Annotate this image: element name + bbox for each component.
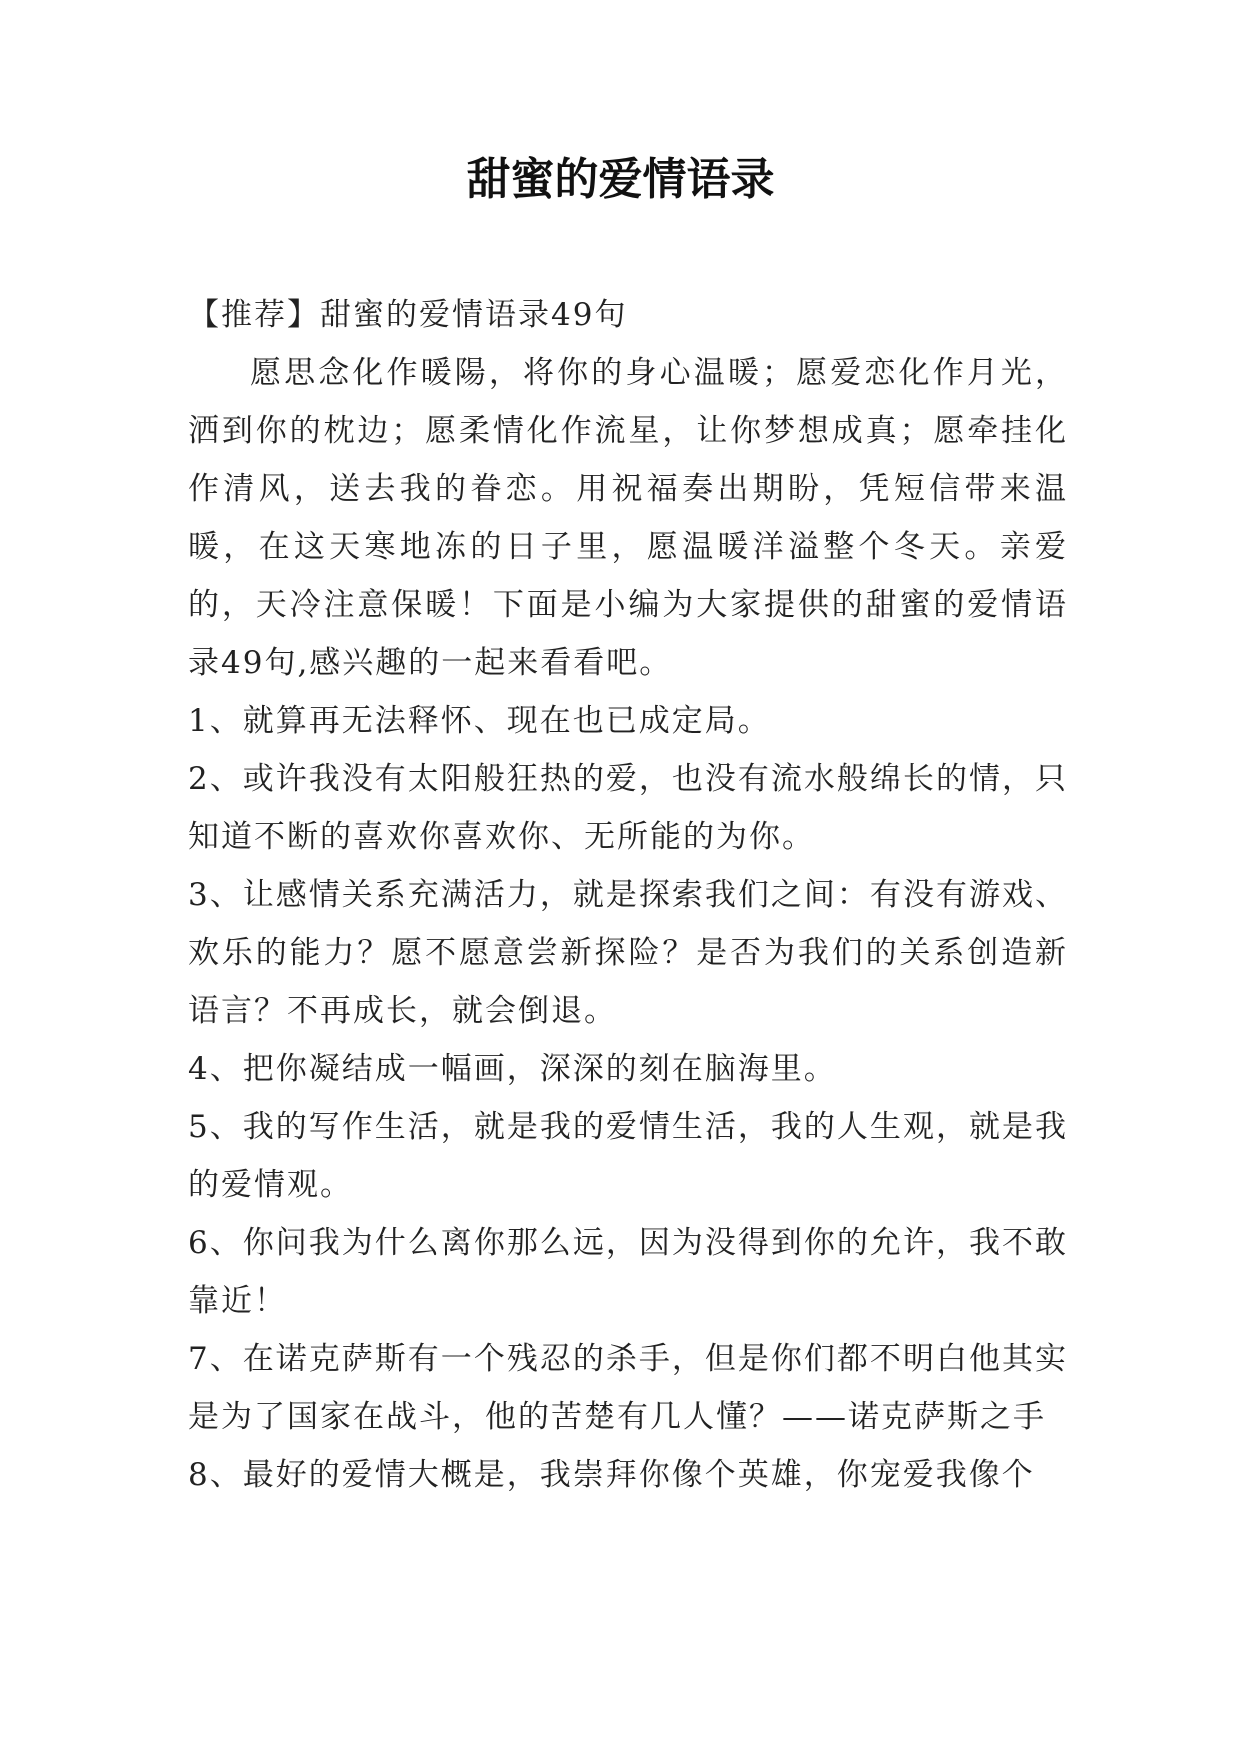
document-title: 甜蜜的爱情语录 — [466, 154, 775, 205]
quote-item-3: 3、让感情关系充满活力，就是探索我们之间：有没有游戏、欢乐的能力？愿不愿意尝新探险？是否为我们的关系创造新语言？不再成长，就会倒退。 — [188, 877, 1068, 1029]
quote-item-7: 7、在诺克萨斯有一个残忍的杀手，但是你们都不明白他其实是为了国家在战斗，他的苦楚有几人懂？——诺克萨斯之手 — [188, 1341, 1068, 1435]
quote-item-1: 1、就算再无法释怀、现在也已成定局。 — [188, 703, 771, 739]
quote-item-4: 4、把你凝结成一幅画，深深的刻在脑海里。 — [188, 1051, 837, 1087]
quote-item-6: 6、你问我为什么离你那么远，因为没得到你的允许，我不敢靠近！ — [188, 1225, 1068, 1319]
quote-item-5: 5、我的写作生活，就是我的爱情生活，我的人生观，就是我的爱情观。 — [188, 1109, 1068, 1203]
quote-item-2: 2、或许我没有太阳般狂热的爱，也没有流水般绵长的情，只知道不断的喜欢你喜欢你、无所能的为你。 — [188, 761, 1068, 855]
document-body — [188, 286, 1068, 1504]
intro-paragraph: 愿思念化作暖陽，将你的身心温暖；愿爱恋化作月光，洒到你的枕边；愿柔情化作流星，让你梦想成真；愿牵挂化作清风，送去我的眷恋。用祝福奏出期盼，凭短信带来温暖，在这天寒地冻的日子里，愿温暖洋溢整个冬天。亲爱的，天冷注意保暖！下面是小编为大家提供的甜蜜的爱情语录49句,感兴趣的一起来看看吧。 — [188, 355, 1068, 681]
quote-item-8: 8、最好的爱情大概是，我崇拜你像个英雄，你宠爱我像个 — [188, 1457, 1035, 1493]
document-subtitle: 【推荐】甜蜜的爱情语录49句 — [188, 297, 628, 333]
